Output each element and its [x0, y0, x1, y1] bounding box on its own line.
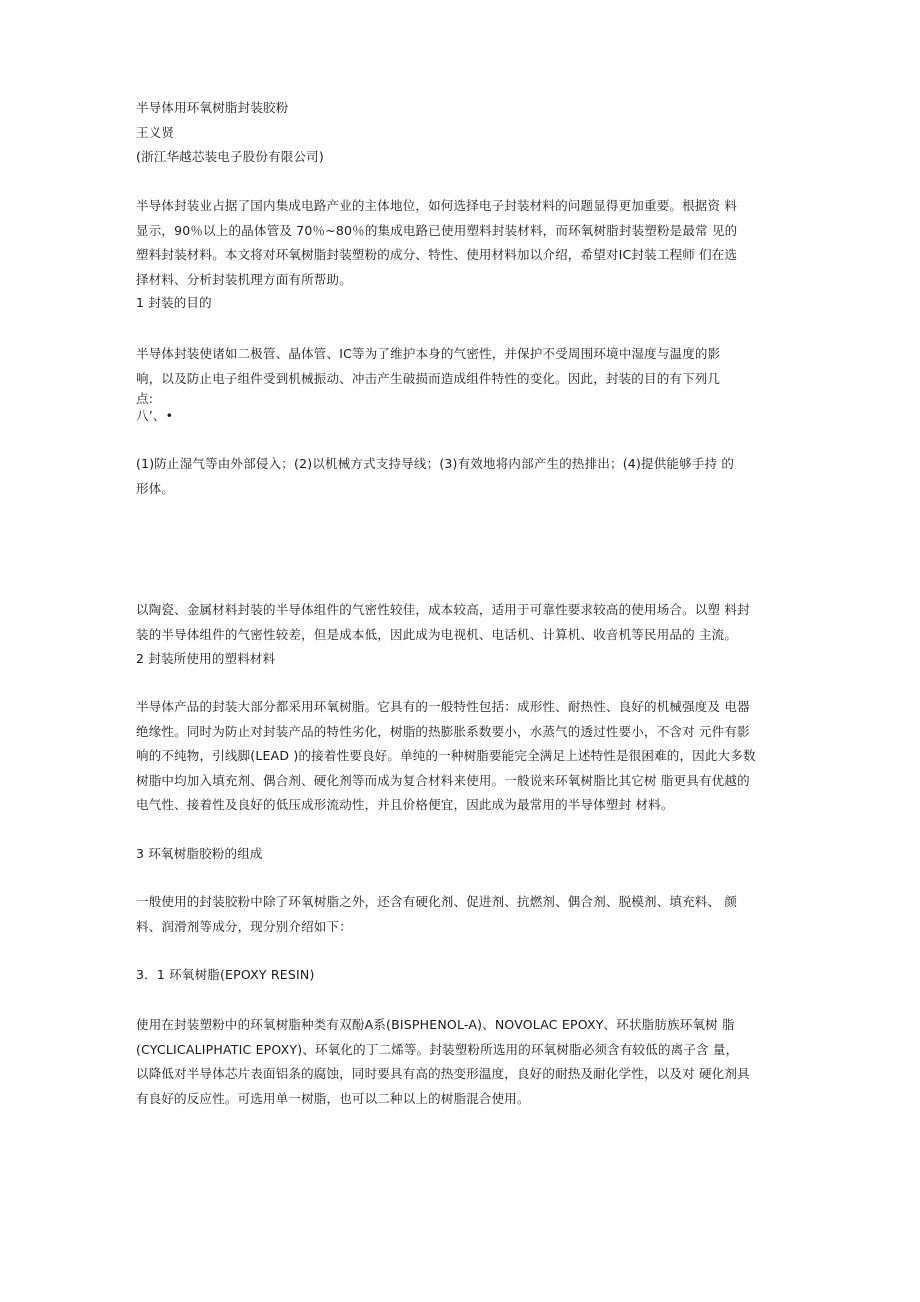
- paragraph-line: 树脂中均加入填充剂、偶合剂、硬化剂等而成为复合材料来使用。一般说来环氧树脂比其它树 脂更具有优越的: [136, 772, 750, 788]
- paragraph-line: 以陶瓷、金属材料封装的半导体组件的气密性较佳，成本较高，适用于可靠性要求较高的使用场合。以塑 料封: [136, 602, 750, 617]
- paragraph-line: 料、润滑剂等成分，现分别介绍如下：: [136, 918, 352, 934]
- paragraph-line: 有良好的反应性。可选用单一树脂，也可以二种以上的树脂混合使用。: [136, 1090, 530, 1106]
- section-heading-text: 1 封装的目的: [136, 295, 212, 310]
- paragraph-line: 绝缘性。同时为防止对封装产品的特性劣化，树脂的热膨胀系数要小，水蒸气的透过性要小，不含对 元件有影: [136, 723, 750, 739]
- paragraph-line: 以降低对半导体芯片表面铝条的腐蚀，同时要具有高的热变形温度，良好的耐热及耐化学性，以及对 硬化剂具: [136, 1066, 750, 1081]
- section-3-1-heading: [136, 963, 786, 988]
- paragraph-line: 电气性、接着性及良好的低压成形流动性，并且价格便宜，因此成为最常用的半导体塑封 材料。: [136, 797, 674, 812]
- section-2-paragraph: [136, 695, 786, 818]
- paragraph-line: 响，以及防止电子组件受到机械振动、冲击产生破损而造成组件特性的变化。因此，封装的目的有下列几: [136, 370, 721, 386]
- section-heading-text: 3．1 环氧树脂(EPOXY RESIN): [136, 967, 315, 982]
- paragraph-line: 半导体封装使诸如二极管、晶体管、IC等为了维护本身的气密性，并保护不受周围环境中湿度与温度的影: [136, 346, 721, 361]
- section-3-1-paragraph: [136, 1013, 786, 1111]
- paragraph-line: 装的半导体组件的气密性较差，但是成本低，因此成为电视机、电话机、计算机、收音机等民用品的 主流。: [136, 626, 738, 642]
- section-2-heading: [136, 647, 786, 672]
- section-1-paragraph-2: [136, 452, 786, 501]
- intro-paragraph: [136, 194, 786, 292]
- paragraph-line: (CYCLICALIPHATIC EPOXY)、环氧化的丁二烯等。封装塑粉所选用的环氧树脂必须含有较低的离子含 量，: [136, 1041, 739, 1057]
- intro-line: 塑料封装材料。本文将对环氧树脂封装塑粉的成分、特性、使用材料加以介绍，希望对IC封装工程师 们在选: [136, 247, 738, 262]
- section-3-paragraph: [136, 890, 786, 939]
- intro-line: 半导体封装业占据了国内集成电路产业的主体地位，如何选择电子封装材料的问题显得更加重要。根据资 料: [136, 198, 738, 213]
- document-title: 半导体用环氧树脂封装胶粉: [136, 100, 289, 115]
- section-1-paragraph-3: [136, 598, 786, 647]
- section-1-heading: [136, 291, 786, 316]
- section-heading-text: 3 环氧树脂胶粉的组成: [136, 846, 263, 861]
- paragraph-line: 一般使用的封装胶粉中除了环氧树脂之外，还含有硬化剂、促进剂、抗燃剂、偶合剂、脱模剂、填充料、 颜: [136, 894, 738, 909]
- document-affiliation: (浙江华越芯装电子股份有限公司): [136, 149, 324, 164]
- document-author: 王义贤: [136, 124, 175, 140]
- paragraph-line: 半导体产品的封装大部分都采用环氧树脂。它具有的一般特性包括：成形性、耐热性、良好的机械强度及 电器: [136, 699, 750, 714]
- section-heading-text: 2 封装所使用的塑料材料: [136, 651, 276, 666]
- intro-line: 显示，90％以上的晶体管及 70％~80％的集成电路已使用塑料封装材料，而环氧树脂封装塑粉是最常 见的: [136, 222, 738, 238]
- intro-line: 择材料、分析封装机理方面有所帮助。: [136, 271, 352, 287]
- paragraph-line: 形体。: [136, 480, 175, 496]
- paragraph-line: (1)防止湿气等由外部侵入；(2)以机械方式支持导线；(3)有效地将内部产生的热排出；(4)提供能够手持 的: [136, 456, 735, 471]
- paragraph-line: 响的不纯物，引线脚(LEAD )的接着性要良好。单纯的一种树脂要能完全满足上述特性是很困难的，因此大多数: [136, 748, 756, 763]
- paragraph-line: 使用在封装塑粉中的环氧树脂种类有双酚A系(BISPHENOL-A)、NOVOLAC EPOXY、环状脂肪族环氧树 脂: [136, 1017, 735, 1032]
- paragraph-line: 点:: [136, 391, 154, 406]
- document-header: [136, 96, 786, 170]
- section-1-paragraph-1: [136, 342, 786, 425]
- section-3-heading: [136, 842, 786, 867]
- paragraph-line: 八’、•: [136, 408, 174, 423]
